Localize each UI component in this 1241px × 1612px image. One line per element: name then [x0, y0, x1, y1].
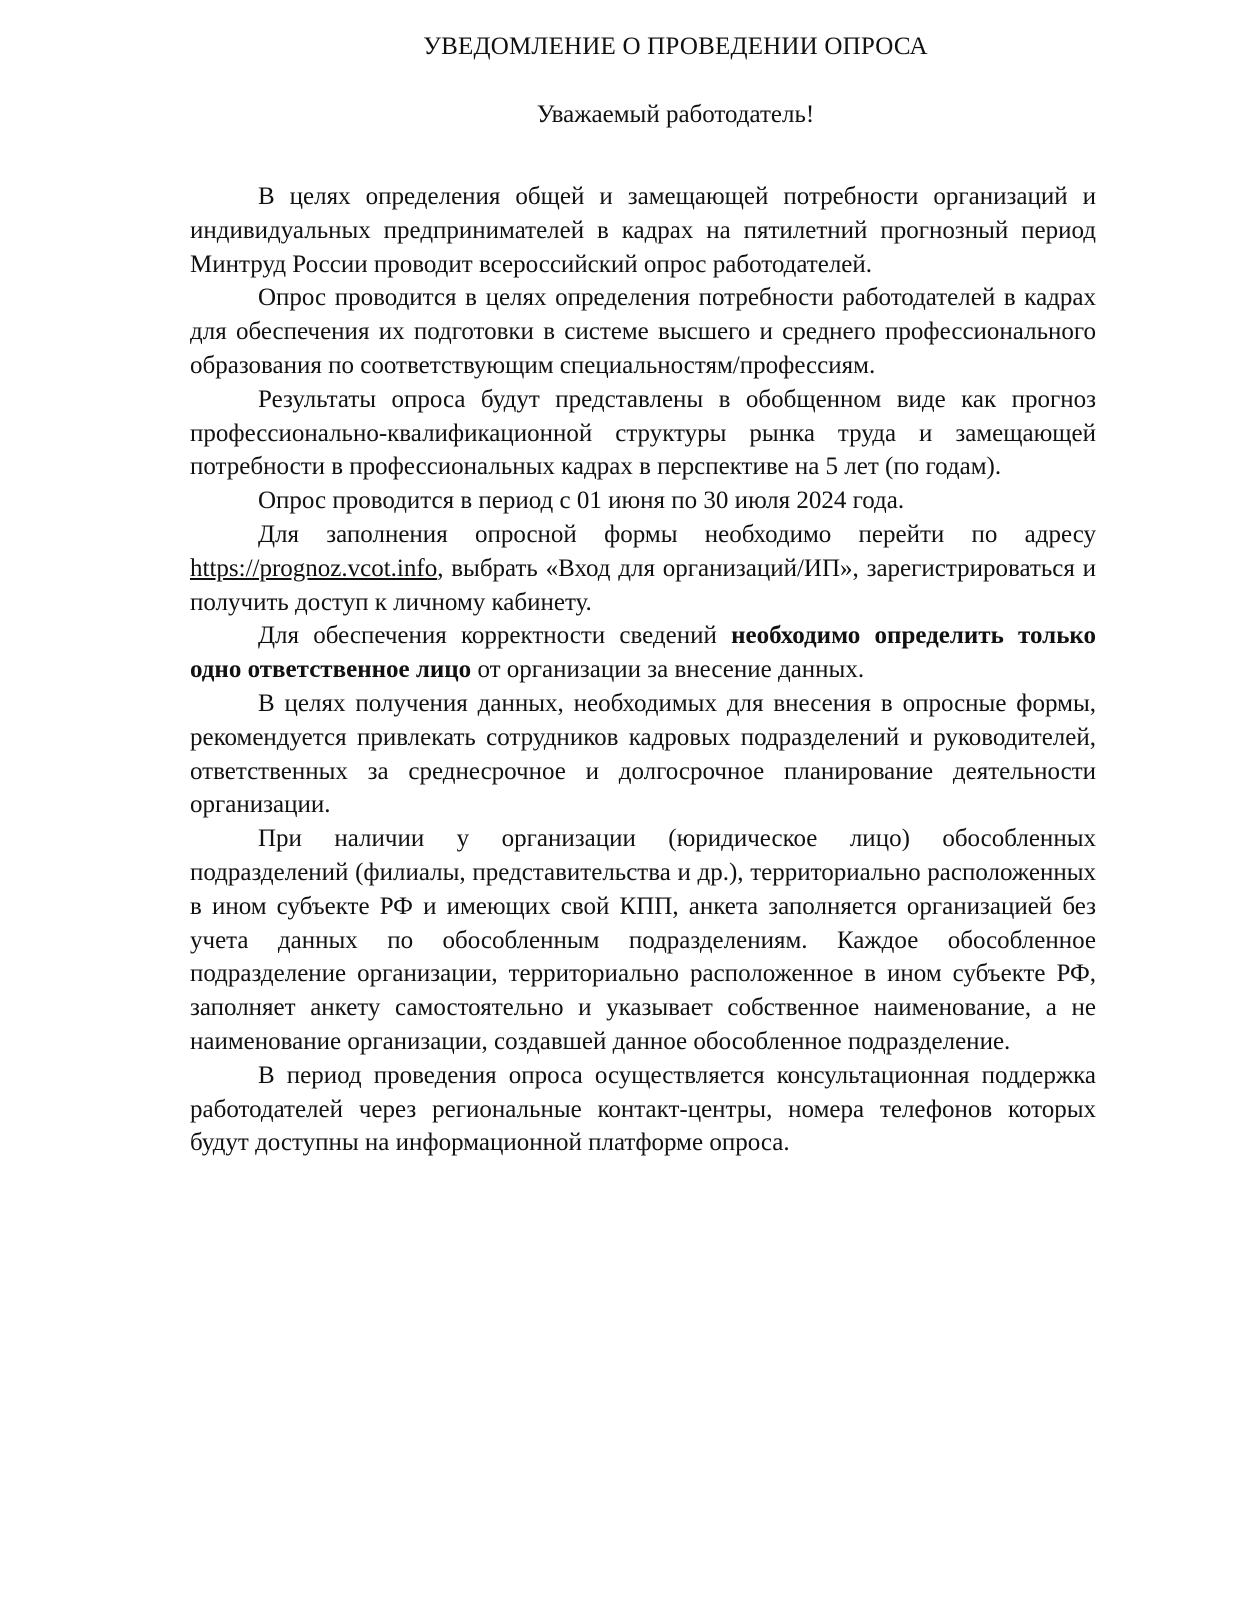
salutation: Уважаемый работодатель!	[536, 101, 815, 128]
paragraph-instructions	[190, 518, 1096, 619]
instructions-text-after: , выбрать «Вход для организаций/ИП», зарегистрироваться и получить доступ к личному кабинету.	[190, 554, 1096, 616]
paragraph-responsible-person	[190, 619, 1096, 687]
paragraph-recommendation: В целях получения данных, необходимых для внесения в опросные формы, рекомендуется привлекать сотрудников кадровых подразделений и руководителей, ответственных за среднесрочное и долгосрочное планирование деятельности организации.	[190, 689, 1096, 819]
responsible-emphasis: необходимо определить только одно ответственное лицо	[190, 622, 1096, 684]
document-body	[190, 180, 1096, 1160]
paragraph-goal: Опрос проводится в целях определения потребности работодателей в кадрах для обеспечения их подготовки в системе высшего и среднего профессионального образования по соответствующим специальностям/профессиям.	[190, 284, 1096, 379]
paragraph-purpose: В целях определения общей и замещающей потребности организаций и индивидуальных предпринимателей в кадрах на пятилетний прогнозный период Минтруд России проводит всероссийский опрос работодателей.	[190, 183, 1096, 278]
survey-link[interactable]: https://prognoz.vcot.info	[190, 554, 438, 582]
paragraph-branches: При наличии у организации (юридическое лицо) обособленных подразделений (филиалы, представительства и др.), территориально расположенных в ином субъекте РФ и имеющих свой КПП, анкета заполняется организацией без учета данных по обособленным подразделениям. Каждое обособленное подразделение организации, территориально расположенное в ином субъекте РФ, заполняет анкету самостоятельно и указывает собственное наименование, а не наименование организации, создавшей данное обособленное подразделение.	[190, 825, 1096, 1055]
instructions-text-before: Для заполнения опросной формы необходимо перейти по адресу	[258, 520, 1096, 548]
responsible-text-before: Для обеспечения корректности сведений	[258, 622, 732, 650]
paragraph-period: Опрос проводится в период с 01 июня по 30 июля 2024 года.	[258, 487, 905, 515]
paragraph-support: В период проведения опроса осуществляется консультационная поддержка работодателей через региональные контакт-центры, номера телефонов которых будут доступны на информационной платформе опроса.	[190, 1061, 1096, 1157]
responsible-text-after: от организации за внесение данных.	[471, 656, 865, 684]
document-title: УВЕДОМЛЕНИЕ О ПРОВЕДЕНИИ ОПРОСА	[423, 33, 928, 60]
paragraph-results: Результаты опроса будут представлены в обобщенном виде как прогноз профессионально-квалификационной структуры рынка труда и замещающей потребности в профессиональных кадрах в перспективе на 5 лет (по годам).	[190, 385, 1096, 481]
